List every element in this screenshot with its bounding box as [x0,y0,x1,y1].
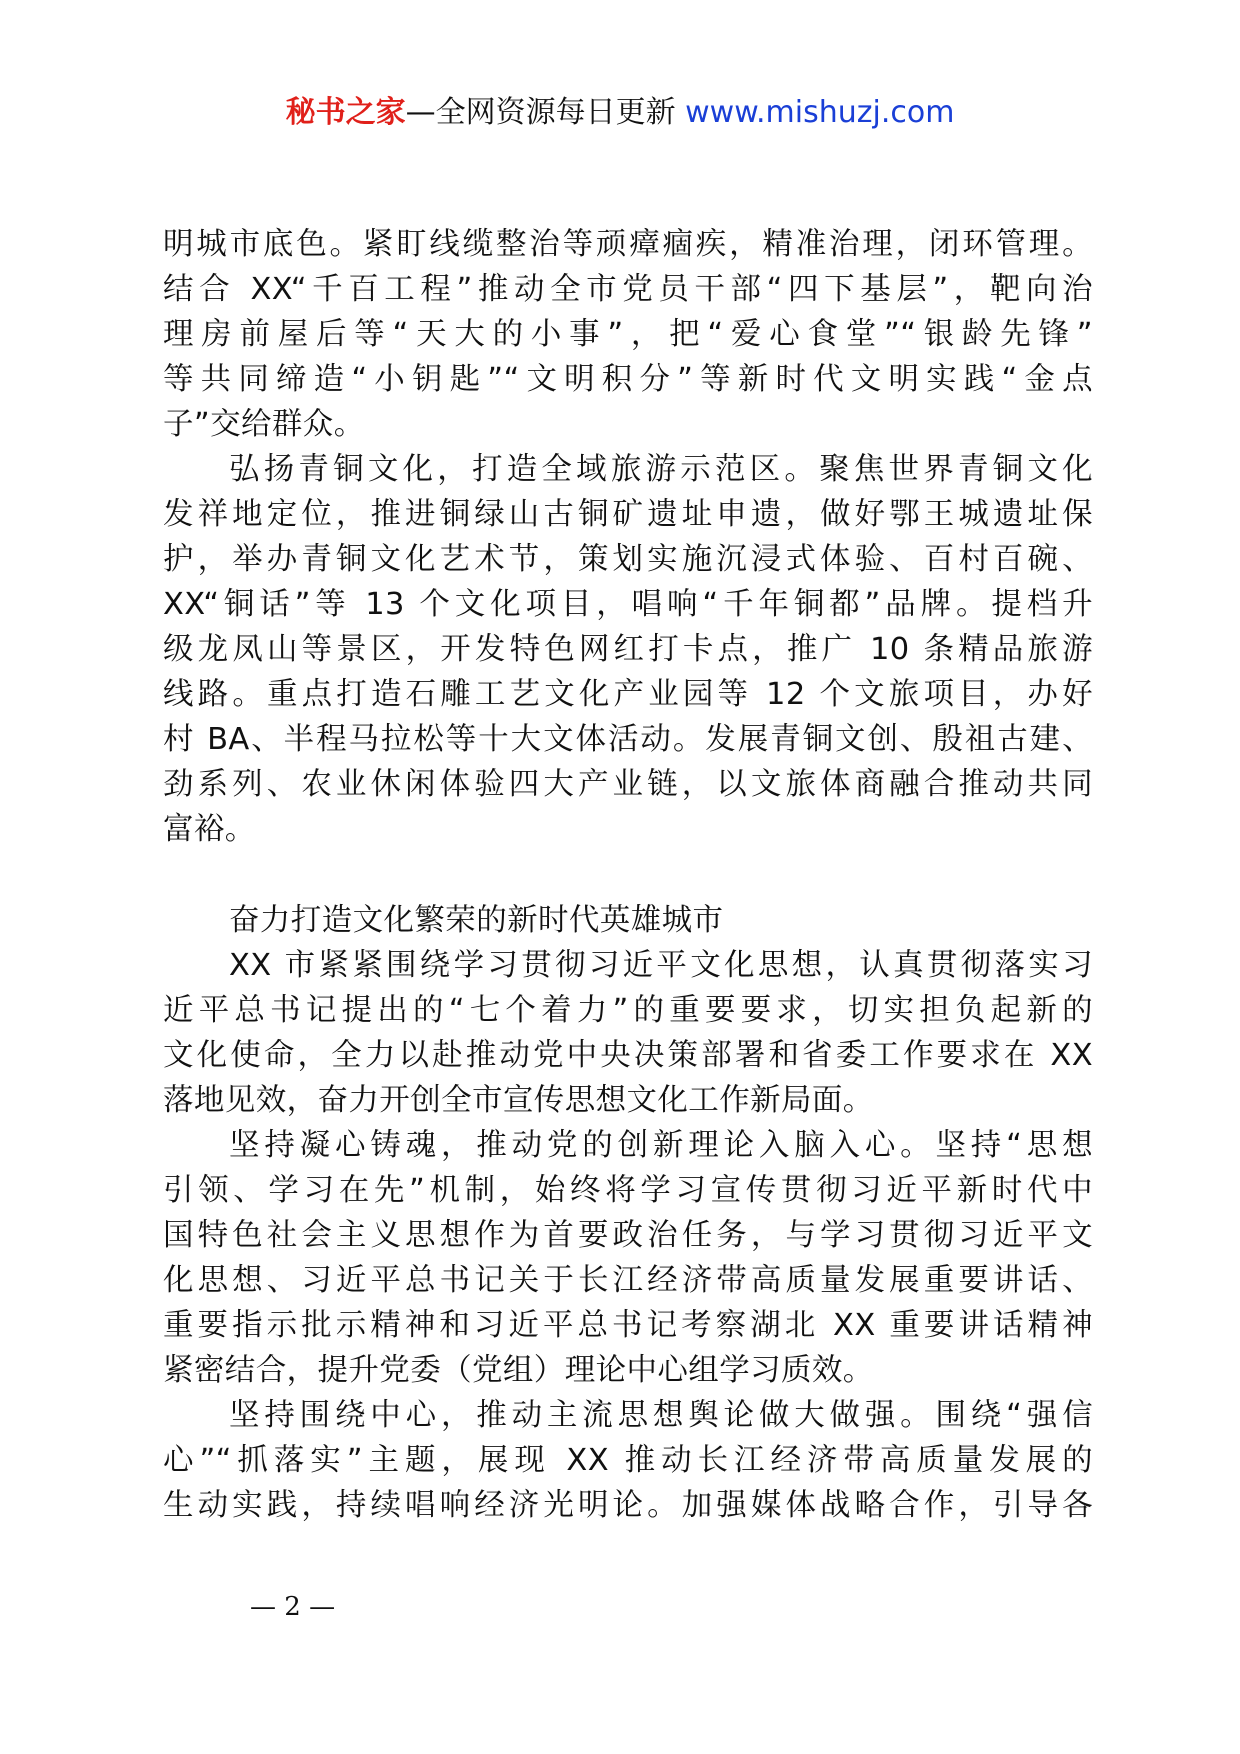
text-line: 化思想、习近平总书记关于长江经济带高质量发展重要讲话、 [163,1263,1093,1298]
text-line: 发祥地定位，推进铜绿山古铜矿遗址申遗，做好鄂王城遗址保 [163,497,1093,532]
text-line: 近平总书记提出的“七个着力”的重要要求，切实担负起新的 [163,993,1093,1028]
blank-line [163,852,1093,898]
text-line: 子”交给群众。 [163,407,365,442]
text-line: 弘扬青铜文化，打造全域旅游示范区。聚焦世界青铜文化 [229,452,1093,487]
section-title [163,898,1093,943]
text-line: 紧密结合，提升党委（党组）理论中心组学习质效。 [163,1353,874,1388]
text-line: 明城市底色。紧盯线缆整治等顽瘴痼疾，精准治理，闭环管理。 [163,227,1093,262]
text-line: 劲系列、农业休闲体验四大产业链，以文旅体商融合推动共同 [163,767,1093,802]
text-line: 等共同缔造“小钥匙”“文明积分”等新时代文明实践“金点 [163,362,1093,397]
text-line: 落地见效，奋力开创全市宣传思想文化工作新局面。 [163,1083,874,1118]
page-number: — 2 — [250,1592,336,1622]
text-line: 坚持凝心铸魂，推动党的创新理论入脑入心。坚持“思想 [229,1128,1093,1163]
text-line: 心”“抓落实”主题，展现 XX 推动长江经济带高质量发展的 [163,1443,1093,1478]
text-line: 理房前屋后等“天大的小事”，把“爱心食堂”“银龄先锋” [163,317,1093,352]
text-line: 线路。重点打造石雕工艺文化产业园等 12 个文旅项目，办好 [163,677,1093,712]
section-title-text: 奋力打造文化繁荣的新时代英雄城市 [229,903,724,938]
paragraph-theory [163,1123,1093,1393]
text-line: 生动实践，持续唱响经济光明论。加强媒体战略合作，引导各 [163,1488,1093,1523]
paragraph-bronze-culture [163,447,1093,852]
text-line: 富裕。 [163,812,256,847]
text-line: XX 市紧紧围绕学习贯彻习近平文化思想，认真贯彻落实习 [229,948,1093,983]
text-line: 级龙凤山等景区，开发特色网红打卡点，推广 10 条精品旅游 [163,632,1093,667]
text-line: 护，举办青铜文化艺术节，策划实施沉浸式体验、百村百碗、 [163,542,1093,577]
document-body [163,222,1093,1528]
site-url-link[interactable]: www.mishuzj.com [685,95,955,130]
text-line: 引领、学习在先”机制，始终将学习宣传贯彻习近平新时代中 [163,1173,1093,1208]
text-line: 结合 XX“千百工程”推动全市党员干部“四下基层”，靶向治 [163,272,1093,307]
text-line: 村 BA、半程马拉松等十大文体活动。发展青铜文创、殷祖古建、 [163,722,1093,757]
text-line: 重要指示批示精神和习近平总书记考察湖北 XX 重要讲话精神 [163,1308,1093,1343]
text-line: 坚持围绕中心，推动主流思想舆论做大做强。围绕“强信 [229,1398,1093,1433]
text-line: 国特色社会主义思想作为首要政治任务，与学习贯彻习近平文 [163,1218,1093,1253]
site-brand-name: 秘书之家 [285,95,406,130]
site-slogan: —全网资源每日更新 [405,95,676,130]
paragraph-public-opinion [163,1393,1093,1528]
text-line: 文化使命，全力以赴推动党中央决策部署和省委工作要求在 XX [163,1038,1093,1073]
paragraph-continuation [163,222,1093,447]
text-line: XX“铜话”等 13 个文化项目，唱响“千年铜都”品牌。提档升 [163,587,1093,622]
site-header [0,93,1240,133]
paragraph-intro [163,943,1093,1123]
